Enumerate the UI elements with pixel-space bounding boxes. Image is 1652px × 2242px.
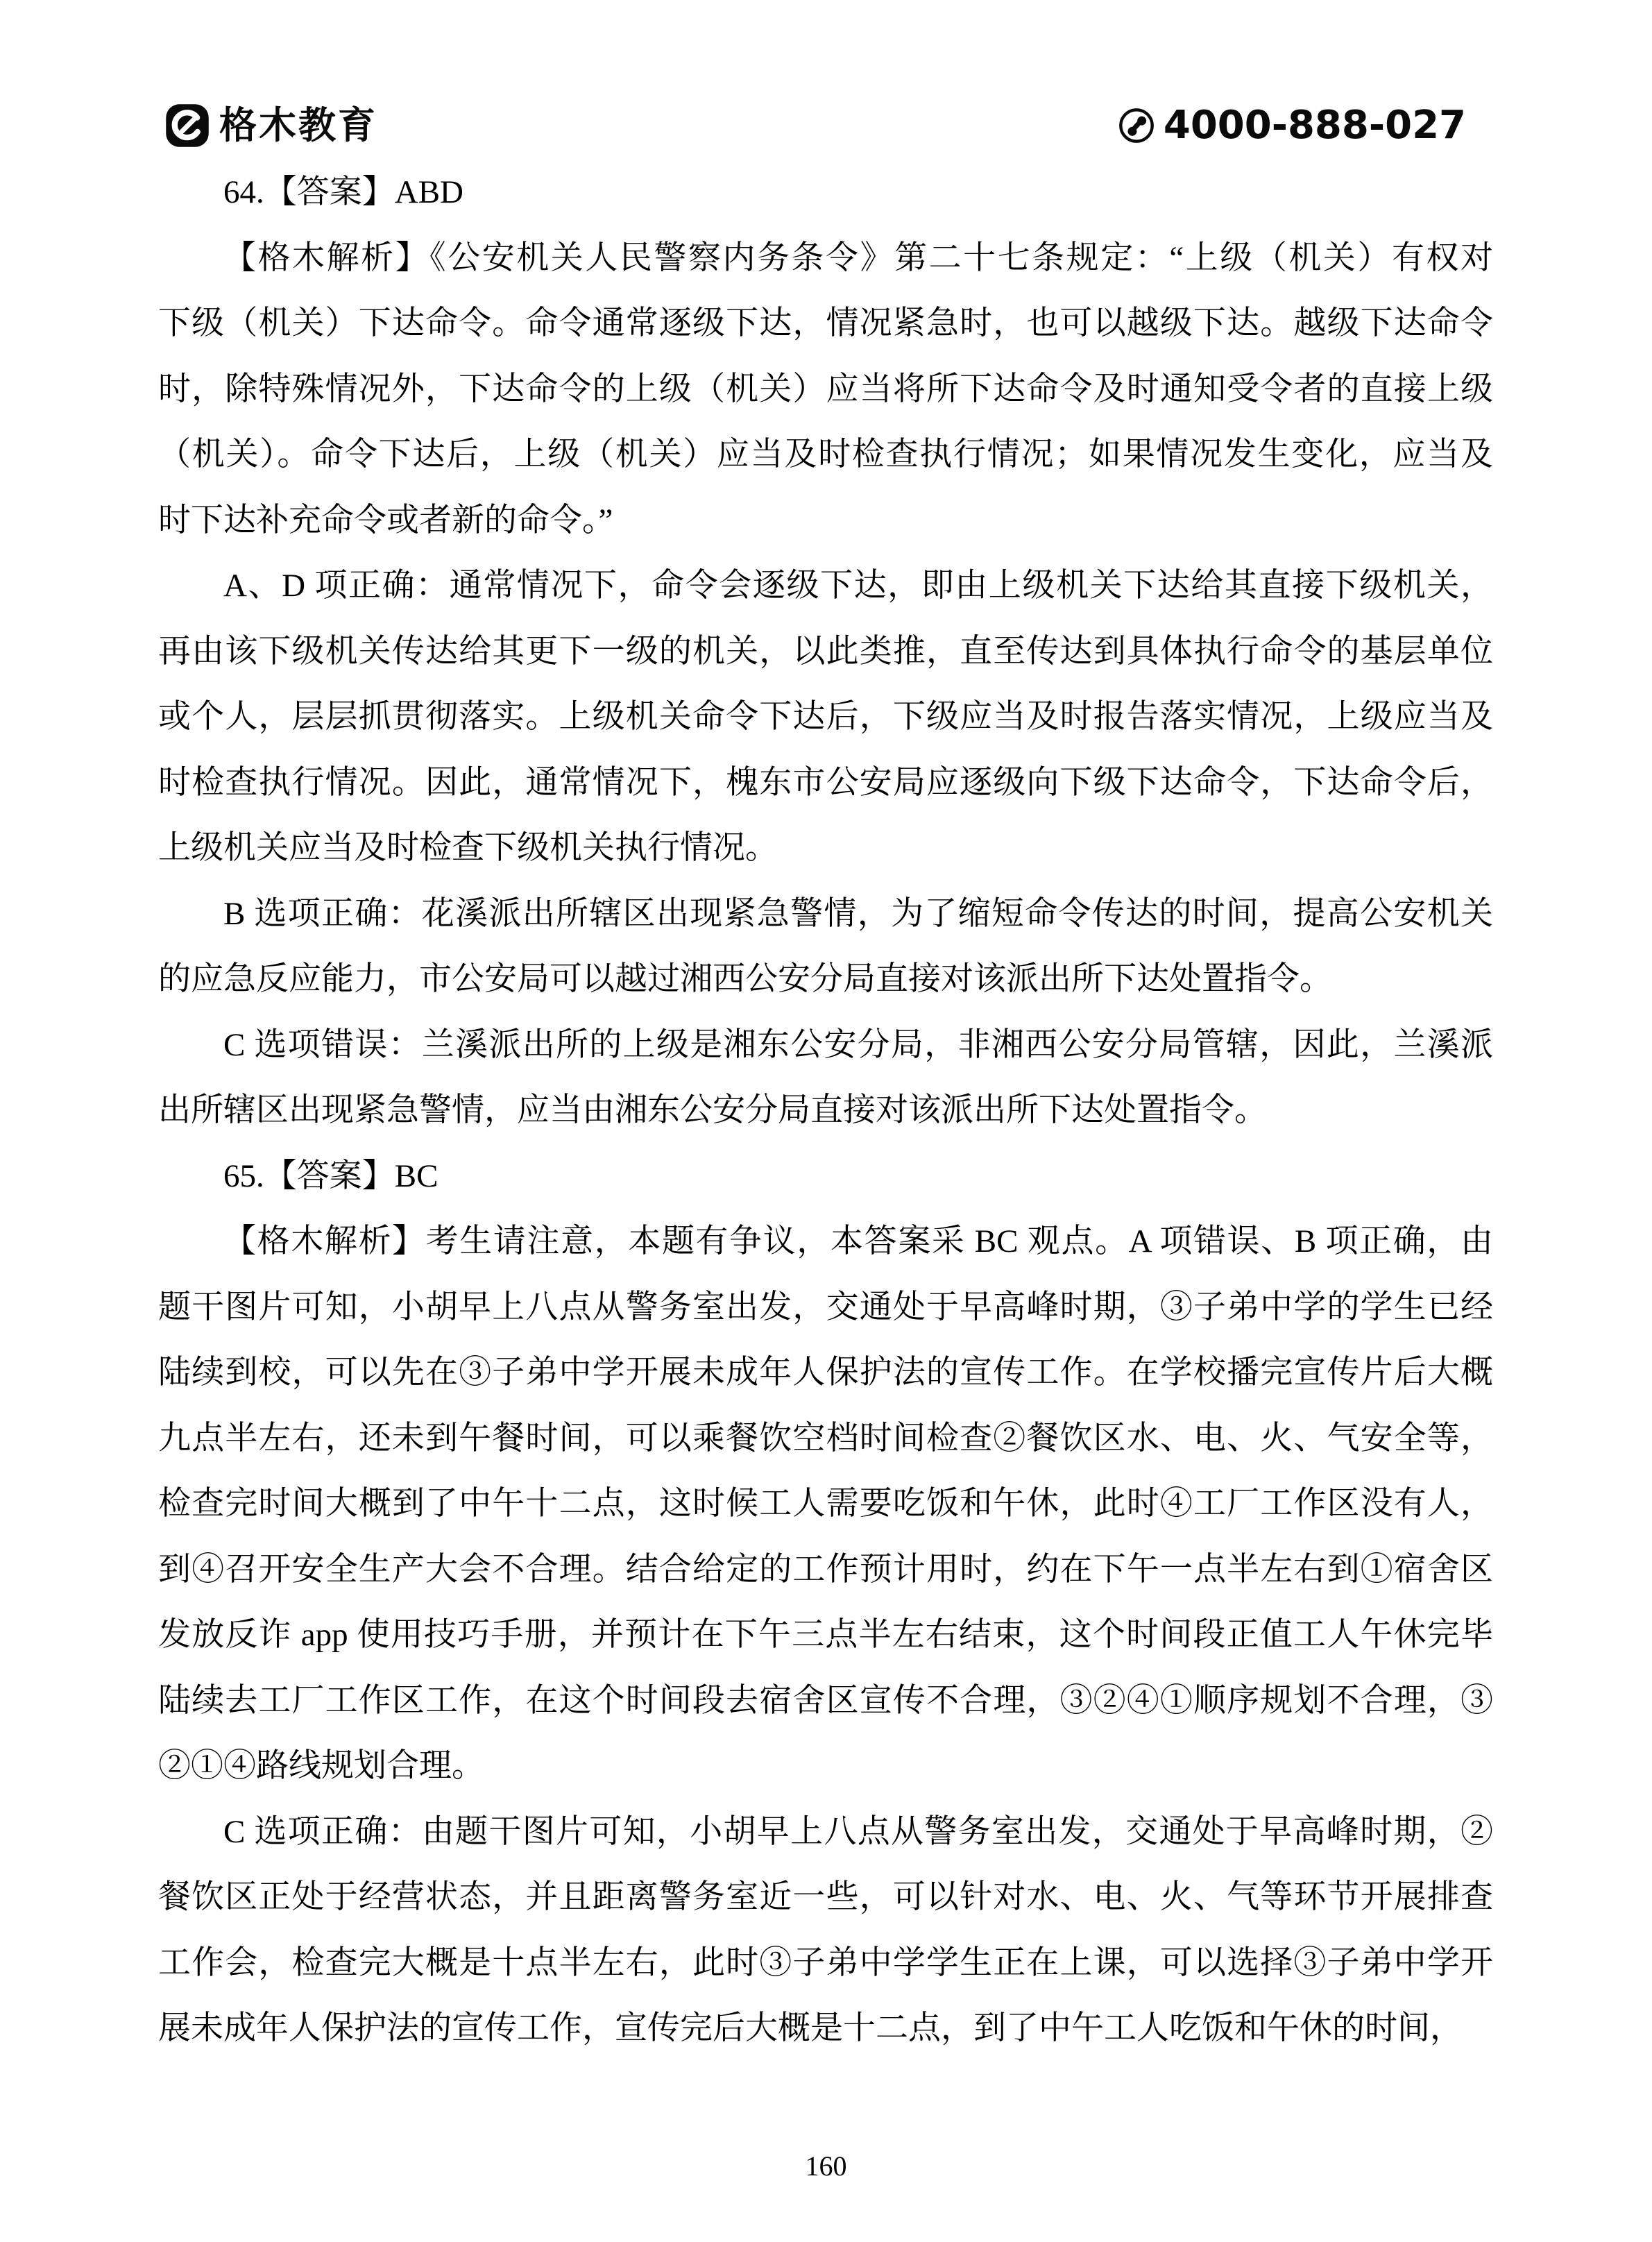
text-line: 检查完时间大概到了中午十二点，这时候工人需要吃饭和午休，此时④工厂工作区没有人， [158, 1486, 1493, 1522]
text-line: 【格木解析】考生请注意，本题有争议，本答案采 BC 观点。A 项错误、B 项正确，由 [223, 1223, 1493, 1259]
paragraph [158, 160, 1493, 226]
text-line: 上级机关应当及时检查下级机关执行情况。 [158, 830, 778, 866]
brand-name: 格木教育 [219, 105, 377, 146]
brand-logo-icon [165, 103, 210, 148]
text-line: 【格木解析】《公安机关人民警察内务条令》第二十七条规定：“上级（机关）有权对 [223, 239, 1493, 276]
text-line: 出所辖区出现紧急警情，应当由湘东公安分局直接对该派出所下达处置指令。 [158, 1092, 1267, 1128]
text-line: 时下达补充命令或者新的命令。” [158, 502, 613, 538]
text-line: A、D 项正确：通常情况下，命令会逐级下达，即由上级机关下达给其直接下级机关， [223, 568, 1493, 604]
text-line: C 选项错误：兰溪派出所的上级是湘东公安分局，非湘西公安分局管辖，因此，兰溪派 [223, 1026, 1493, 1063]
paragraph [158, 1012, 1493, 1144]
text-line: 64.【答案】ABD [223, 174, 463, 210]
page-header [165, 101, 1466, 151]
text-line: 工作会，检查完大概是十点半左右，此时③子弟中学学生正在上课，可以选择③子弟中学开 [158, 1944, 1493, 1981]
document-body [158, 160, 1493, 2062]
text-line: 再由该下级机关传达给其更下一级的机关，以此类推，直至传达到具体执行命令的基层单位 [158, 633, 1493, 670]
page-footer [0, 2150, 1652, 2183]
text-line: 到④召开安全生产大会不合理。结合给定的工作预计用时，约在下午一点半左右到①宿舍区 [158, 1551, 1493, 1588]
text-line: 或个人，层层抓贯彻落实。上级机关命令下达后，下级应当及时报告落实情况，上级应当及 [158, 699, 1493, 735]
paragraph [158, 226, 1493, 554]
text-line: B 选项正确：花溪派出所辖区出现紧急警情，为了缩短命令传达的时间，提高公安机关 [223, 895, 1493, 932]
phone-contact [1118, 103, 1466, 148]
text-line: 发放反诈 app 使用技巧手册，并预计在下午三点半左右结束，这个时间段正值工人午休完毕 [158, 1617, 1493, 1653]
text-line: C 选项正确：由题干图片可知，小胡早上八点从警务室出发，交通处于早高峰时期，② [223, 1813, 1493, 1850]
text-line: （机关）。命令下达后，上级（机关）应当及时检查执行情况；如果情况发生变化，应当及 [158, 436, 1493, 473]
text-line: 时，除特殊情况外，下达命令的上级（机关）应当将所下达命令及时通知受令者的直接上级 [158, 371, 1493, 407]
text-line: 陆续到校，可以先在③子弟中学开展未成年人保护法的宣传工作。在学校播完宣传片后大概 [158, 1354, 1493, 1391]
paragraph [158, 1799, 1493, 2062]
text-line: ②①④路线规划合理。 [158, 1748, 484, 1784]
phone-number: 4000-888-027 [1163, 103, 1466, 148]
paragraph [158, 1209, 1493, 1799]
paragraph [158, 881, 1493, 1012]
paragraph [158, 1144, 1493, 1209]
text-line: 九点半左右，还未到午餐时间，可以乘餐饮空档时间检查②餐饮区水、电、火、气安全等， [158, 1420, 1493, 1457]
text-line: 陆续去工厂工作区工作，在这个时间段去宿舍区宣传不合理，③②④①顺序规划不合理，③ [158, 1682, 1493, 1719]
phone-icon [1118, 107, 1155, 144]
text-line: 题干图片可知，小胡早上八点从警务室出发，交通处于早高峰时期，③子弟中学的学生已经 [158, 1289, 1493, 1325]
text-line: 的应急反应能力，市公安局可以越过湘西公安分局直接对该派出所下达处置指令。 [158, 961, 1332, 997]
text-line: 餐饮区正处于经营状态，并且距离警务室近一些，可以针对水、电、火、气等环节开展排查 [158, 1879, 1493, 1915]
text-line: 时检查执行情况。因此，通常情况下，槐东市公安局应逐级向下级下达命令，下达命令后， [158, 764, 1493, 801]
text-line: 65.【答案】BC [223, 1157, 438, 1194]
page-number: 160 [805, 2150, 847, 2182]
text-line: 展未成年人保护法的宣传工作，宣传完后大概是十二点，到了中午工人吃饭和午休的时间， [158, 2010, 1463, 2046]
brand-logo [165, 103, 377, 148]
text-line: 下级（机关）下达命令。命令通常逐级下达，情况紧急时，也可以越级下达。越级下达命令 [158, 305, 1493, 341]
paragraph [158, 553, 1493, 881]
